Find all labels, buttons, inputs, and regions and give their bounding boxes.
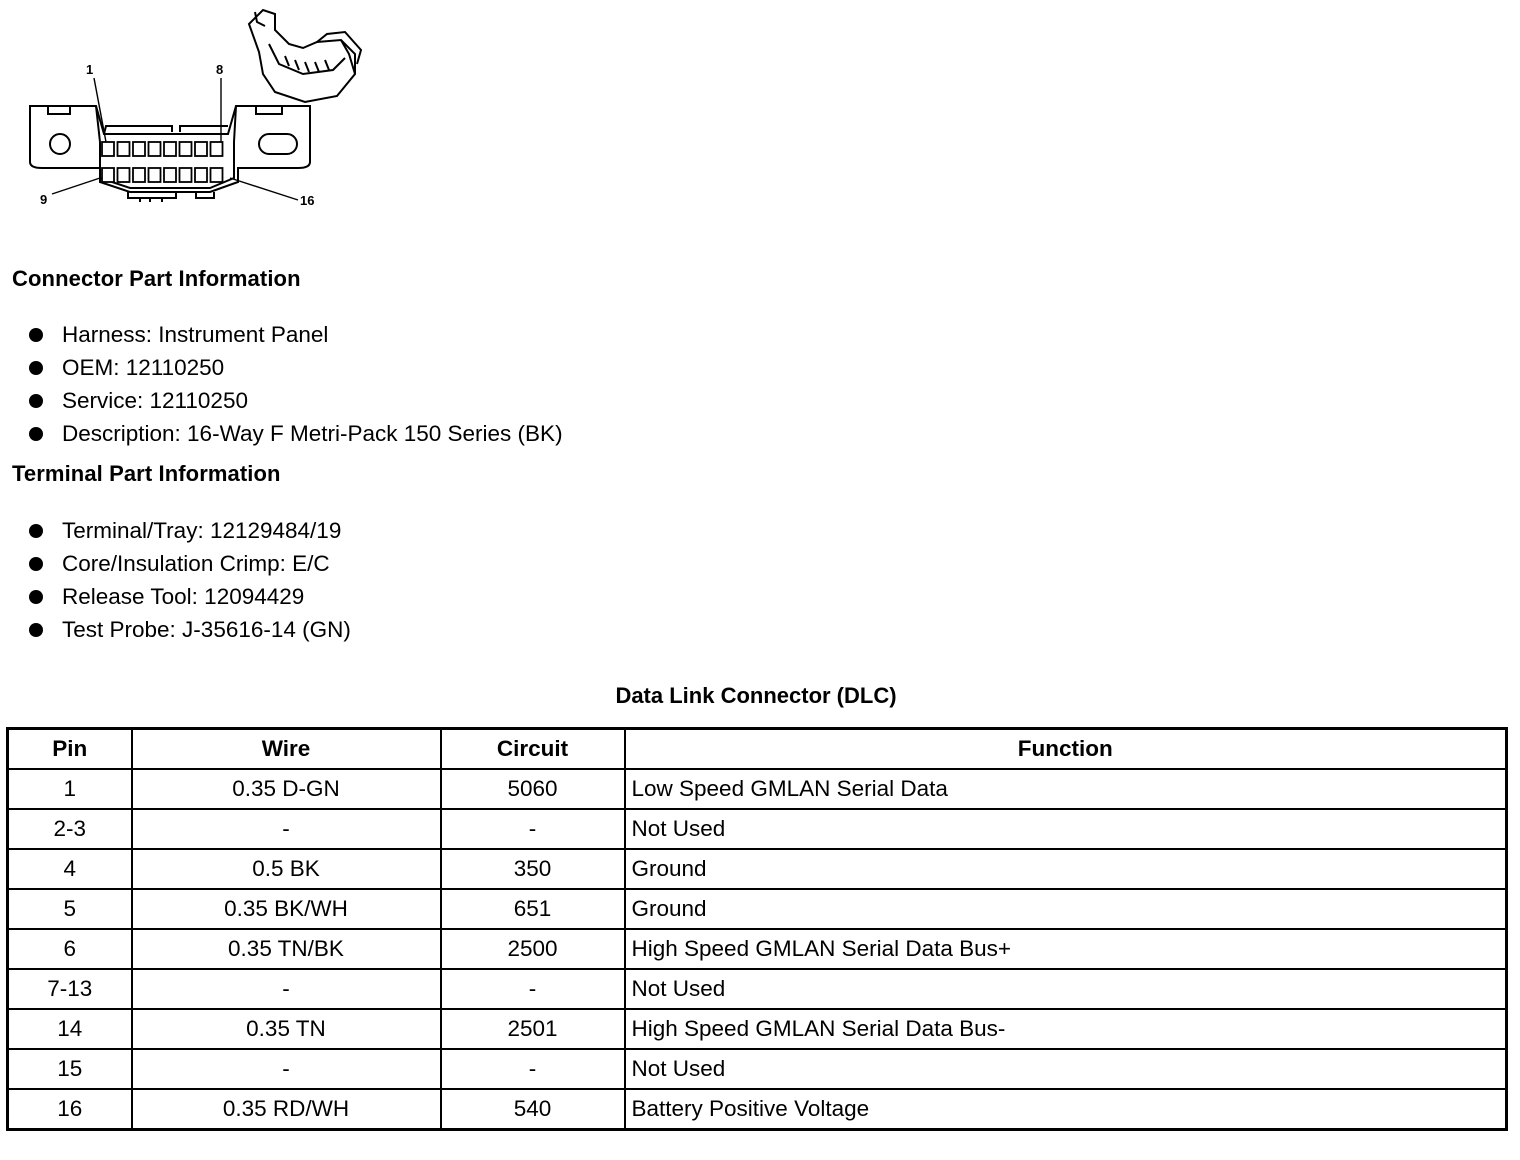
- cell-pin: 14: [8, 1009, 132, 1049]
- cell-circuit: 2500: [441, 929, 625, 969]
- cell-circuit: -: [441, 969, 625, 1009]
- list-item-text: Harness: Instrument Panel: [62, 322, 329, 347]
- cell-pin: 2-3: [8, 809, 132, 849]
- connector-diagram: [20, 2, 370, 214]
- pin-cavity-11: [133, 168, 145, 182]
- pin-label-8: 8: [216, 62, 224, 77]
- list-item: [12, 318, 563, 351]
- pin-cavity-13: [164, 168, 176, 182]
- cell-function: Ground: [625, 849, 1507, 889]
- pin-cavity-10: [118, 168, 130, 182]
- table-title: Data Link Connector (DLC): [615, 683, 897, 708]
- cell-pin: 6: [8, 929, 132, 969]
- bullet-icon: [29, 394, 43, 408]
- cell-circuit: 2501: [441, 1009, 625, 1049]
- cell-circuit: 5060: [441, 769, 625, 809]
- table-row: [8, 1049, 1507, 1089]
- pin-cavity-15: [195, 168, 207, 182]
- cell-pin: 4: [8, 849, 132, 889]
- pin-cavity-12: [149, 168, 161, 182]
- cell-function: Not Used: [625, 1049, 1507, 1089]
- table-row: [8, 929, 1507, 969]
- cell-function: Low Speed GMLAN Serial Data: [625, 769, 1507, 809]
- table-row: [8, 1089, 1507, 1130]
- cell-pin: 16: [8, 1089, 132, 1130]
- dlc-pinout-table: [6, 727, 1508, 1131]
- pin-cavity-5: [164, 142, 176, 156]
- cell-pin: 5: [8, 889, 132, 929]
- pin-cavity-2: [118, 142, 130, 156]
- list-item-text: OEM: 12110250: [62, 355, 225, 380]
- list-item: [12, 351, 563, 384]
- pin-cavity-8: [211, 142, 223, 156]
- list-item: [12, 514, 351, 547]
- cell-wire: 0.35 BK/WH: [132, 889, 441, 929]
- bullet-icon: [29, 524, 43, 538]
- bullet-icon: [29, 361, 43, 375]
- column-header-wire: Wire: [132, 729, 441, 770]
- cell-wire: 0.35 D-GN: [132, 769, 441, 809]
- table-body: [8, 769, 1507, 1130]
- terminal-part-list: [12, 514, 351, 646]
- connector-part-list: [12, 318, 563, 450]
- cell-pin: 7-13: [8, 969, 132, 1009]
- table-header-row: [8, 729, 1507, 770]
- bullet-icon: [29, 623, 43, 637]
- table-row: [8, 889, 1507, 929]
- cell-function: Not Used: [625, 969, 1507, 1009]
- connector-perspective-drawing: [249, 10, 361, 102]
- list-item-text: Terminal/Tray: 12129484/19: [62, 518, 342, 543]
- bullet-icon: [29, 590, 43, 604]
- pin-label-16: 16: [300, 193, 315, 208]
- list-item: [12, 613, 351, 646]
- list-item-text: Service: 12110250: [62, 388, 248, 413]
- pin-cavity-3: [133, 142, 145, 156]
- pin-cavity-7: [195, 142, 207, 156]
- cell-wire: -: [132, 809, 441, 849]
- table-row: [8, 769, 1507, 809]
- pin-label-1: 1: [86, 62, 94, 77]
- list-item-text: Description: 16-Way F Metri-Pack 150 Series (BK): [62, 421, 563, 446]
- pin-cavity-4: [149, 142, 161, 156]
- list-item: [12, 417, 563, 450]
- cell-function: Battery Positive Voltage: [625, 1089, 1507, 1130]
- cell-function: High Speed GMLAN Serial Data Bus+: [625, 929, 1507, 969]
- cell-circuit: 651: [441, 889, 625, 929]
- cell-pin: 1: [8, 769, 132, 809]
- cell-wire: 0.35 RD/WH: [132, 1089, 441, 1130]
- column-header-circuit: Circuit: [441, 729, 625, 770]
- list-item: [12, 384, 563, 417]
- column-header-function: Function: [625, 729, 1507, 770]
- connector-part-heading: Connector Part Information: [12, 266, 301, 291]
- cell-circuit: -: [441, 809, 625, 849]
- column-header-pin: Pin: [8, 729, 132, 770]
- cell-circuit: -: [441, 1049, 625, 1089]
- bullet-icon: [29, 557, 43, 571]
- list-item-text: Release Tool: 12094429: [62, 584, 305, 609]
- list-item-text: Core/Insulation Crimp: E/C: [62, 551, 330, 576]
- cell-circuit: 350: [441, 849, 625, 889]
- list-item: [12, 547, 351, 580]
- pin-cavity-9: [102, 168, 114, 182]
- cell-circuit: 540: [441, 1089, 625, 1130]
- table-row: [8, 1009, 1507, 1049]
- table-row: [8, 809, 1507, 849]
- terminal-part-heading: Terminal Part Information: [12, 461, 281, 486]
- table-row: [8, 849, 1507, 889]
- pin-cavity-14: [180, 168, 192, 182]
- pin-cavity-1: [102, 142, 114, 156]
- cell-wire: 0.35 TN/BK: [132, 929, 441, 969]
- pin-cavity-16: [211, 168, 223, 182]
- cell-wire: 0.35 TN: [132, 1009, 441, 1049]
- pin-label-9: 9: [40, 192, 48, 207]
- list-item: [12, 580, 351, 613]
- cell-function: High Speed GMLAN Serial Data Bus-: [625, 1009, 1507, 1049]
- cell-function: Not Used: [625, 809, 1507, 849]
- cell-pin: 15: [8, 1049, 132, 1089]
- bullet-icon: [29, 427, 43, 441]
- table-row: [8, 969, 1507, 1009]
- list-item-text: Test Probe: J-35616-14 (GN): [62, 617, 351, 642]
- cell-wire: -: [132, 969, 441, 1009]
- cell-wire: 0.5 BK: [132, 849, 441, 889]
- bullet-icon: [29, 328, 43, 342]
- cell-function: Ground: [625, 889, 1507, 929]
- pin-cavity-6: [180, 142, 192, 156]
- cell-wire: -: [132, 1049, 441, 1089]
